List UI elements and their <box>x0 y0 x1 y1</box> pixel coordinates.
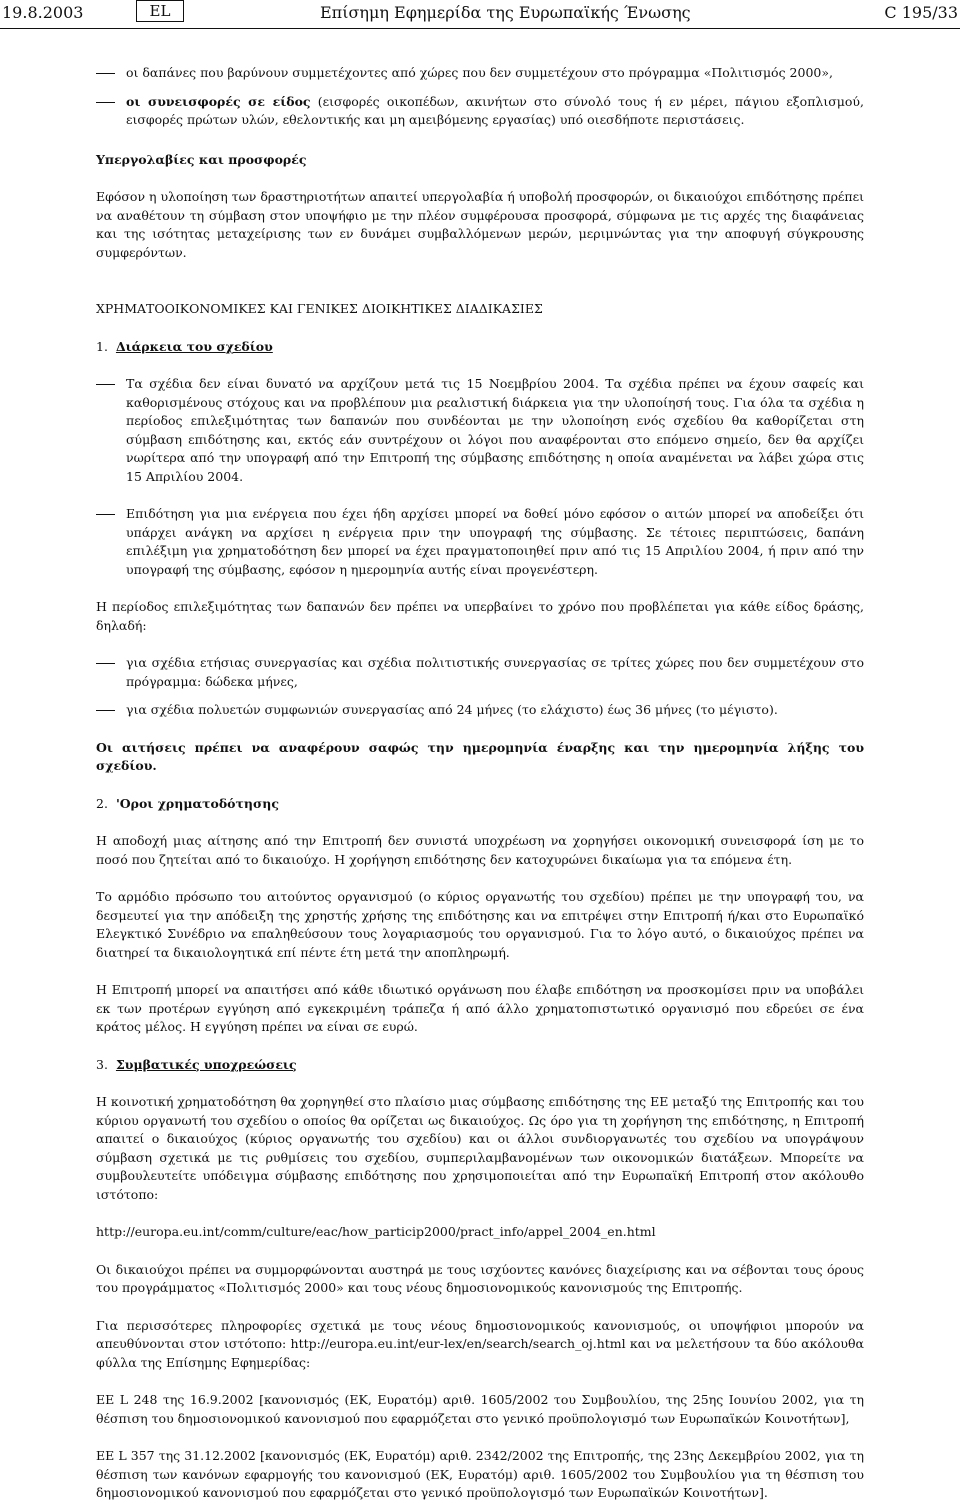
document-body <box>96 64 864 1503</box>
section-3-heading: 3. Συμβατικές υποχρεώσεις <box>96 1056 297 1072</box>
paragraph: ΕΕ L 357 της 31.12.2002 [κανονισμός (ΕΚ, Ευρατόμ) αριθ. 2342/2002 της Επιτροπής, της 23ης Δεκεμβρίου 2002, για τη θέσπιση των κανόνων εφαρμογής του κανονισμού (ΕΚ, Ευρατόμ) αριθ. 1605/2002 του Συμβουλίου για τη θέσπιση του δημοσιονομικού κανονισμού που εφαρμόζεται στο γενικό προϋπολογισμό των Ευρωπαϊκών Κοινοτήτων]. <box>96 1448 864 1500</box>
publication-date: 19.8.2003 <box>2 3 84 22</box>
dash-item: Τα σχέδια δεν είναι δυνατό να αρχίζουν μετά τις 15 Νοεμβρίου 2004. Τα σχέδια πρέπει να έχουν σαφείς και καθορισμένους στόχους και να προβλέπουν μια ρεαλιστική διάρκεια για την υλοποίησή τους. Για όλα τα σχέδια η περίοδος επιλεξιμότητας των δαπανών που συνδέονται με την υλοποίηση ενός σχεδίου θα καθορίζεται στη σύμβαση επιδότησης και, εκτός εάν συντρέχουν οι λόγοι που αναφέρονται στο επόμενο σημείο, δεν θα αρχίζει νωρίτερα από την υπογραφή από την Επιτροπή της σύμβασης επιδότησης η οποία αναμένεται να λάβει χώρα στις 15 Απριλίου 2004. <box>126 376 864 484</box>
subheading-subcontracting: Υπεργολαβίες και προσφορές <box>96 151 307 167</box>
intro-dash-item: οι συνεισφορές σε είδος (εισφορές οικοπέδων, ακινήτων στο σύνολό τους ή εν μέρει, πάγιου εξοπλισμού, εισφορές πρώτων υλών, εθελοντικής και μη αμειβόμενης εργασίας) υπό οιεσδήποτε περιστάσεις. <box>126 93 864 127</box>
paragraph: Η κοινοτική χρηματοδότηση θα χορηγηθεί στο πλαίσιο μιας σύμβασης επιδότησης της ΕΕ μεταξύ της Επιτροπής και του κύριου οργανωτή του σχεδίου ο οποίος θα ορίζεται ως δικαιούχος. Ως όρο για τη χορήγηση της επιδότησης, η Επιτροπή απαιτεί ο δικαιούχος (κύριος οργανωτής του σχεδίου) και οι άλλοι συνδιοργανωτές του σχεδίου να υπογράψουν σύμβαση σχετικά με τις ρυθμίσεις του σχεδίου, συμπεριλαμβανομένων των οικονομικών διατάξεων. Μπορείτε να συμβουλευτείτε υπόδειγμα σύμβασης επιδότησης που χρησιμοποιείται από την Ευρωπαϊκή Επιτροπή στον ακόλουθο ιστότοπο: <box>96 1094 864 1202</box>
paragraph: Το αρμόδιο πρόσωπο του αιτούντος οργανισμού (ο κύριος οργανωτής του σχεδίου) πρέπει με την υπογραφή του, να δεσμευτεί για την απόδειξη της χρηστής χρήσης της επιδότησης και να επιτρέψει στην Επιτροπή ή/και στο Ευρωπαϊκό Ελεγκτικό Συνέδριο να επαληθεύσουν τους λογαριασμούς του οργανισμού. Για το λόγο αυτό, ο δικαιούχος πρέπει να διατηρεί τα δικαιολογητικά επί πέντε έτη μετά την αποπληρωμή. <box>96 889 864 960</box>
section-1-heading: 1. Διάρκεια του σχεδίου <box>96 338 273 354</box>
header-divider <box>0 28 960 29</box>
page-header <box>0 0 960 40</box>
bold-note: Οι αιτήσεις πρέπει να αναφέρουν σαφώς την ημερομηνία έναρξης και την ημερομηνία λήξης του σχεδίου. <box>96 739 864 773</box>
paragraph: Η Επιτροπή μπορεί να απαιτήσει από κάθε ιδιωτικό οργάνωση που έλαβε επιδότηση να προσκομίσει πριν να υποβάλει εκ των προτέρων εγγύηση από εγκεκριμένη τράπεζα ή από άλλο χρηματοπιστωτικό οργανισμό που εδρεύει σε ένα κράτος μέλος. Η εγγύηση πρέπει να είναι σε ευρώ. <box>96 982 864 1034</box>
paragraph: Η αποδοχή μιας αίτησης από την Επιτροπή δεν συνιστά υποχρέωση να χορηγήσει οικονομική συνεισφορά ίση με το ποσό που ζητείται από το δικαιούχο. Η χορήγηση επιδότησης δεν κατοχυρώνει δικαίωμα για τα επόμενα έτη. <box>96 833 864 867</box>
dash-item: για σχέδια πολυετών συμφωνιών συνεργασίας από 24 μήνες (το ελάχιστο) έως 36 μήνες (το μέγιστο). <box>126 702 778 717</box>
url-text: http://europa.eu.int/comm/culture/eac/how_particip2000/pract_info/appel_2004_en.html <box>96 1224 656 1239</box>
dash-item: για σχέδια ετήσιας συνεργασίας και σχέδια πολιτιστικής συνεργασίας σε τρίτες χώρες που δεν συμμετέχουν στο πρόγραμμα: δώδεκα μήνες, <box>126 655 864 689</box>
page-number: C 195/33 <box>884 3 958 22</box>
paragraph: ΕΕ L 248 της 16.9.2002 [κανονισμός (ΕΚ, Ευρατόμ) αριθ. 1605/2002 του Συμβουλίου, της 25ης Ιουνίου 2002, για τη θέσπιση του δημοσιονομικού κανονισμού που εφαρμόζεται στο γενικό προϋπολογισμό των Ευρωπαϊκών Κοινοτήτων], <box>96 1392 864 1426</box>
paragraph: Οι δικαιούχοι πρέπει να συμμορφώνονται αυστηρά με τους ισχύοντες κανόνες διαχείρισης και να σέβονται τους όρους του προγράμματος «Πολιτισμός 2000» και τους νέους δημοσιονομικούς κανονισμούς της Επιτροπής. <box>96 1261 864 1295</box>
language-badge: EL <box>136 0 184 22</box>
inline-bold-term: οι συνεισφορές σε είδος <box>126 93 311 109</box>
section-2-heading: 2. 'Οροι χρηματοδότησης <box>96 795 279 811</box>
paragraph: Η περίοδος επιλεξιμότητας των δαπανών δεν πρέπει να υπερβαίνει το χρόνο που προβλέπεται για κάθε είδος δράσης, δηλαδή: <box>96 599 864 633</box>
paragraph: Για περισσότερες πληροφορίες σχετικά με τους νέους δημοσιονομικούς κανονισμούς, οι υποψήφιοι μπορούν να απευθύνονται στον ιστότοπο: http://europa.eu.int/eur-lex/en/search/search_oj.html και να μελετήσουν τα δύο ακόλουθα φύλλα της Επίσημης Εφημερίδας: <box>96 1317 864 1370</box>
dash-item: Επιδότηση για μια ενέργεια που έχει ήδη αρχίσει μπορεί να δοθεί μόνο εφόσον ο αιτών μπορεί να αποδείξει ότι υπάρχει ανάγκη να αρχίσει η ενέργεια πριν την υπογραφή της σύμβασης. Σε τέτοιες περιπτώσεις, δαπάνη επιλέξιμη για χρηματοδότηση δεν μπορεί να έχει πραγματοποιηθεί πριν από τις 15 Απριλίου 2004, ή πριν από την υπογραφή της σύμβασης, εφόσον η ημερομηνία αυτής είναι προγενέστερη. <box>126 506 864 577</box>
paragraph: Εφόσον η υλοποίηση των δραστηριοτήτων απαιτεί υπεργολαβία ή υποβολή προσφορών, οι δικαιούχοι επιδότησης πρέπει να αναθέτουν τη σύμβαση στον υποψήφιο με την πλέον συμφέρουσα προσφορά, σύμφωνα με τις αρχές της διαφάνειας και της ισότητας μεταχείρισης των εν δυνάμει συμβαλλόμενων μερών, μεριμνώντας για την αποφυγή σύγκρουσης συμφερόντων. <box>96 189 864 260</box>
intro-dash-item: οι δαπάνες που βαρύνουν συμμετέχοντες από χώρες που δεν συμμετέχουν στο πρόγραμμα «Πολιτισμός 2000», <box>126 65 833 80</box>
journal-title: Επίσημη Εφημερίδα της Ευρωπαϊκής Ένωσης <box>320 3 691 22</box>
section-title: ΧΡΗΜΑΤΟΟΙΚΟΝΟΜΙΚΕΣ ΚΑΙ ΓΕΝΙΚΕΣ ΔΙΟΙΚΗΤΙΚΕΣ ΔΙΑΔΙΚΑΣΙΕΣ <box>96 301 543 316</box>
